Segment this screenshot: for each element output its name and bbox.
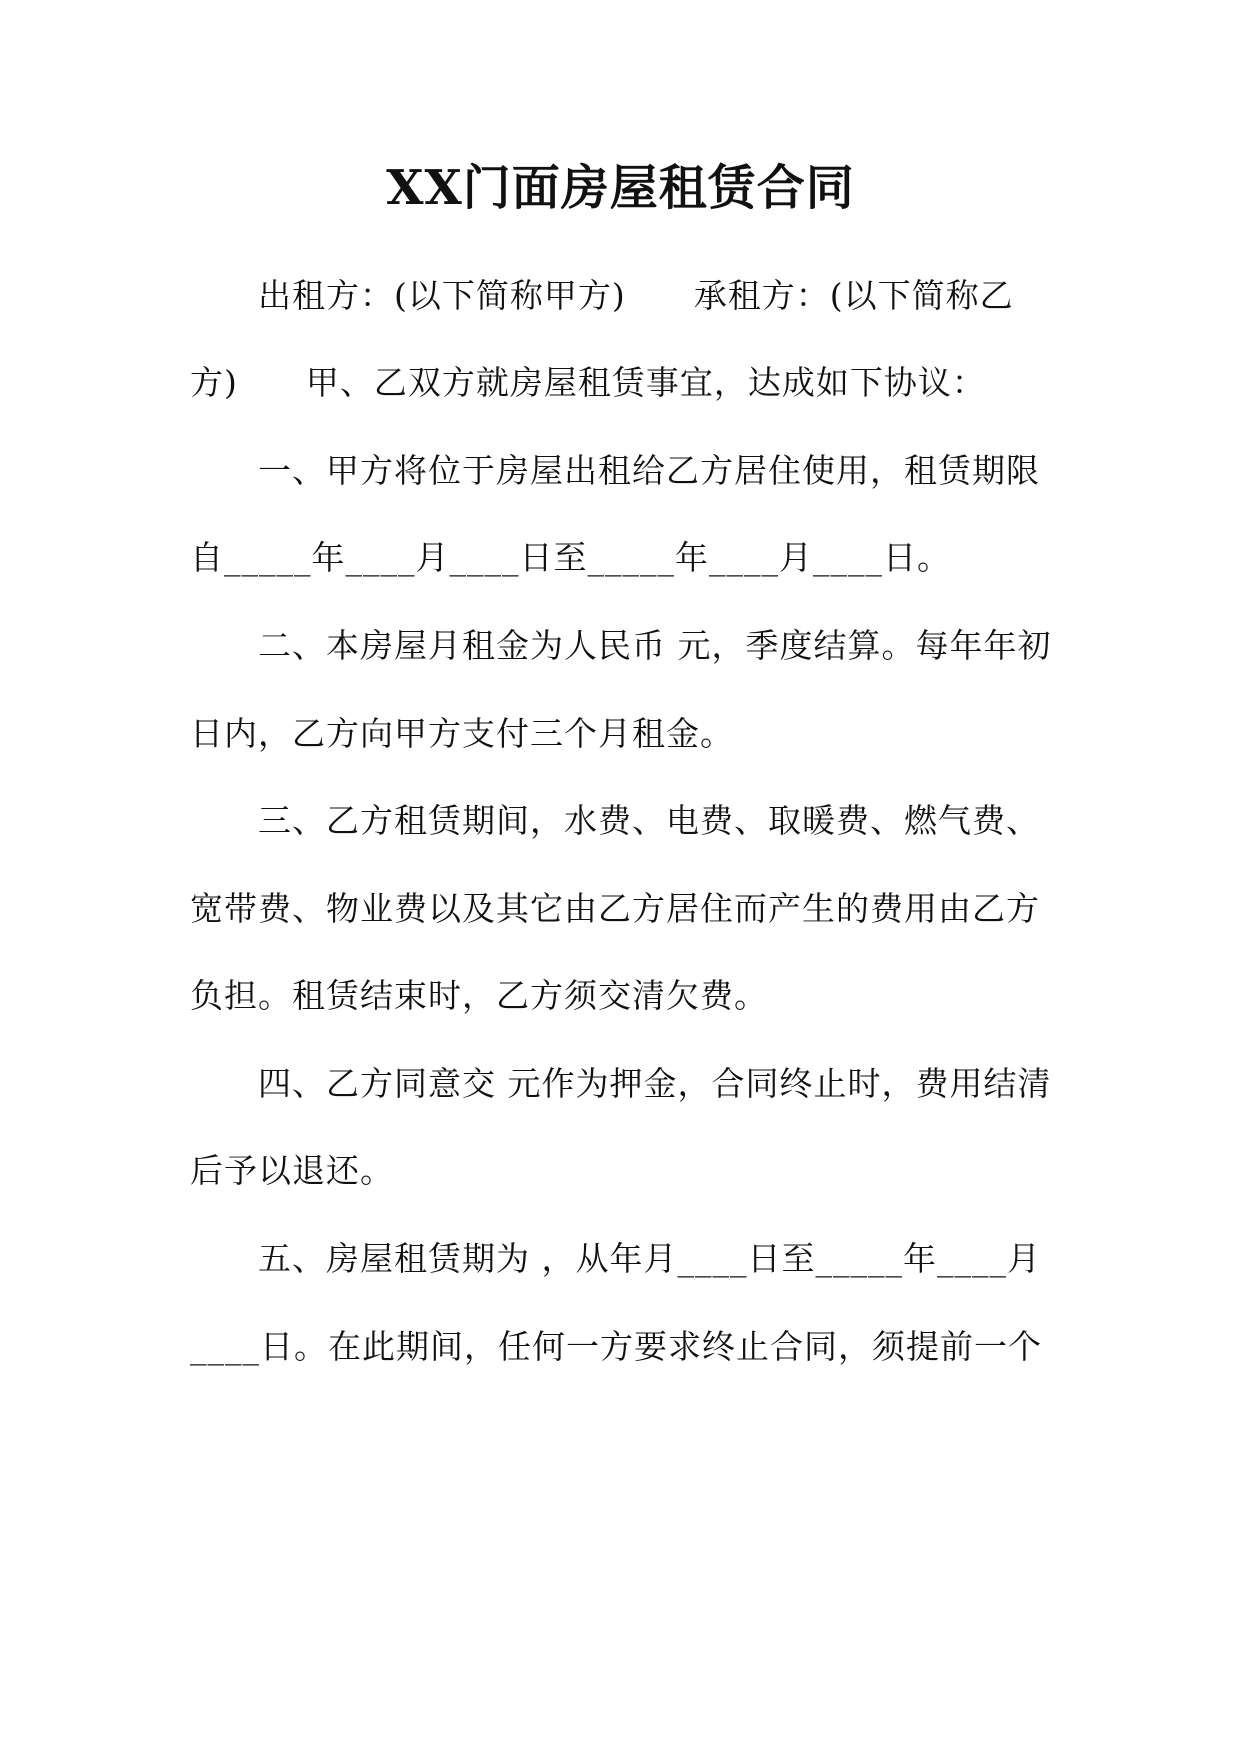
paragraph-line-8: 宽带费、物业费以及其它由乙方居住而产生的费用由乙方: [190, 889, 1040, 928]
paragraph-line-10: 四、乙方同意交 元作为押金，合同终止时，费用结清: [190, 1064, 1052, 1103]
paragraph-line-13: ____日。在此期间，任何一方要求终止合同，须提前一个: [190, 1327, 1042, 1366]
paragraph-line-6: 日内，乙方向甲方支付三个月租金。: [190, 714, 734, 753]
paragraph-line-12: 五、房屋租赁期为 ，从年月____日至_____年____月: [190, 1239, 1041, 1278]
paragraph-line-5: 二、本房屋月租金为人民币 元，季度结算。每年年初: [190, 626, 1052, 665]
contract-title: XX门面房屋租赁合同: [386, 160, 855, 216]
paragraph-line-9: 负担。租赁结束时，乙方须交清欠费。: [190, 976, 768, 1015]
paragraph-line-2: 方) 甲、乙双方就房屋租赁事宜，达成如下协议：: [190, 363, 986, 402]
paragraph-line-11: 后予以退还。: [190, 1151, 394, 1190]
paragraph-line-3: 一、甲方将位于房屋出租给乙方居住使用，租赁期限: [190, 451, 1040, 490]
paragraph-line-1: 出租方：(以下简称甲方) 承租方：(以下简称乙: [190, 276, 1014, 315]
paragraph-line-7: 三、乙方租赁期间，水费、电费、取暖费、燃气费、: [190, 801, 1040, 840]
paragraph-line-4: 自_____年____月____日至_____年____月____日。: [190, 538, 951, 577]
